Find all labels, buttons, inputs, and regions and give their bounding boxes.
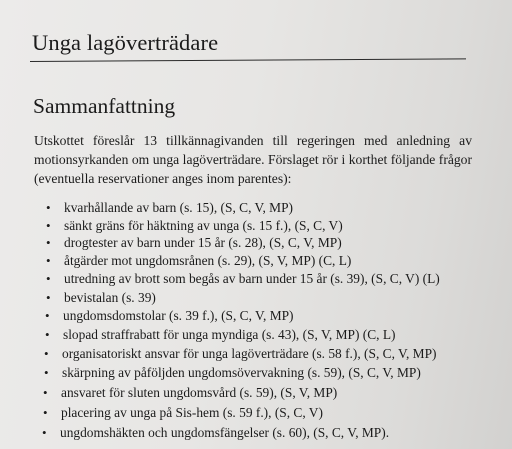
list-item-text: skärpning av påföljden ungdomsövervakning (s. 59), (S, C, V, MP): [62, 365, 421, 380]
title-divider: [30, 58, 466, 62]
list-item: [46, 218, 343, 234]
list-item-text: drogtester av barn under 15 år (s. 28), (S, C, V, MP): [64, 235, 342, 250]
list-item: [46, 290, 156, 306]
list-item-text: kvarhållande av barn (s. 15), (S, C, V, MP): [64, 200, 293, 215]
list-item-text: ansvaret för sluten ungdomsvård (s. 59), (S, V, MP): [61, 385, 338, 400]
bullet-icon: •: [43, 405, 48, 420]
list-item: [46, 200, 293, 216]
bullet-icon: •: [45, 327, 50, 342]
list-item: [42, 425, 390, 441]
bullet-icon: •: [44, 346, 49, 361]
bullet-icon: •: [43, 385, 48, 400]
list-item-text: åtgärder mot ungdomsrånen (s. 29), (S, V, MP) (C, L): [64, 253, 352, 268]
list-item-text: utredning av brott som begås av barn under 15 år (s. 39), (S, C, V) (L): [64, 271, 440, 286]
list-item-text: placering av unga på Sis-hem (s. 59 f.), (S, C, V): [61, 405, 323, 420]
bullet-icon: •: [46, 200, 51, 215]
list-item-text: ungdomshäkten och ungdomsfängelser (s. 60), (S, C, V, MP).: [60, 425, 390, 440]
bullet-icon: •: [46, 253, 51, 268]
list-item: [43, 385, 338, 401]
list-item-text: ungdomsdomstolar (s. 39 f.), (S, C, V, MP): [63, 308, 294, 323]
list-item-text: bevistalan (s. 39): [64, 290, 156, 305]
list-item: [46, 235, 342, 251]
bullet-icon: •: [46, 218, 51, 233]
bullet-icon: •: [46, 235, 51, 250]
list-item: [44, 346, 437, 362]
intro-paragraph: Utskottet föreslår 13 tillkännagivanden till regeringen med anledning av motionsyrkanden om unga lagöverträdare. Förslaget rör i korthet följande frågor (eventuella reservationer anges inom parentes):: [34, 133, 472, 186]
bullet-icon: •: [44, 365, 49, 380]
list-item: [43, 405, 323, 421]
bullet-icon: •: [46, 290, 51, 305]
list-item-text: slopad straffrabatt för unga myndiga (s. 43), (S, V, MP) (C, L): [63, 327, 396, 342]
list-item: [46, 253, 352, 269]
bullet-icon: •: [45, 308, 50, 323]
list-item: [45, 327, 396, 343]
bullet-icon: •: [42, 425, 47, 440]
section-title: Sammanfattning: [33, 94, 176, 118]
chapter-title: Unga lagöverträdare: [32, 30, 219, 55]
list-item: [45, 308, 294, 324]
list-item-text: sänkt gräns för häktning av unga (s. 15 f.), (S, C, V): [64, 218, 343, 233]
bullet-icon: •: [46, 271, 51, 286]
list-item-text: organisatoriskt ansvar för unga lagöverträdare (s. 58 f.), (S, C, V, MP): [62, 346, 437, 361]
list-item: [44, 365, 421, 381]
list-item: [46, 271, 440, 287]
